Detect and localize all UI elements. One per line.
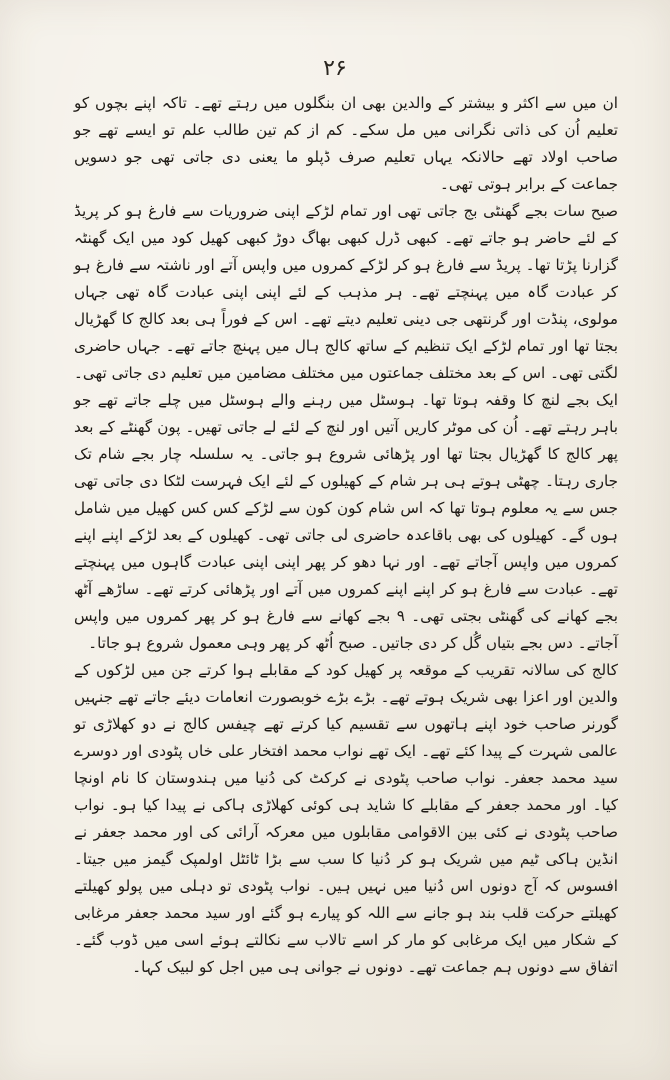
paragraph-2: صبح سات بجے گھنٹی بج جاتی تھی اور تمام لڑکے اپنی ضروریات سے فارغ ہو کر پریڈ کے لئے حاضر ہو جاتے تھے۔ کبھی ڈرل کبھی بھاگ دوڑ کبھی کھیل کود میں ایک گھنٹہ گزارنا پڑتا تھا۔ پریڈ سے فارغ ہو کر لڑکے کمروں میں واپس آتے اور ناشتہ سے فارغ ہو کر عبادت گاہ میں پہنچتے تھے۔ ہر مذہب کے لئے اپنی اپنی عبادت گاہ تھی جہاں مولوی، پنڈت اور گرنتھی جی دینی تعلیم دیتے تھے۔ اس کے فوراً ہی بعد کالج کا گھڑیال بجتا تھا اور تمام لڑکے ایک تنظیم کے ساتھ کالج ہال میں پہنچ جاتے تھے۔ جہاں حاضری لگتی تھی۔ اس کے بعد مختلف جماعتوں میں مختلف مضامین میں تعلیم دی جاتی تھی۔ ایک بجے لنچ کا وقفہ ہوتا تھا۔ ہوسٹل میں رہنے والے ہوسٹل میں چلے جاتے تھے جو باہر رہتے تھے۔ اُن کی موٹر کاریں آتیں اور لنچ کے لئے لے جاتی تھیں۔ پون گھنٹے کے بعد پھر کالج کا گھڑیال بجتا تھا اور پڑھائی شروع ہو جاتی۔ یہ سلسلہ چار بجے شام تک جاری رہتا۔ چھٹی ہوتے ہی ہر شام کے کھیلوں کے لئے ایک فہرست لٹکا دی جاتی تھی جس سے یہ معلوم ہوتا تھا کہ اس شام کون کون سے لڑکے کس کس کھیل میں شامل ہوں گے۔ کھیلوں کی بھی باقاعدہ حاضری لی جاتی تھی۔ کھیلوں کے بعد لڑکے اپنے اپنے کمروں میں واپس آجاتے تھے۔ اور نہا دھو کر پھر اپنی اپنی عبادت گاہوں میں پہنچتے تھے۔ عبادت سے فارغ ہو کر اپنے اپنے کمروں میں آتے اور پڑھائی کرتے تھے۔ ساڑھے آٹھ بجے کھانے کی گھنٹی بجتی تھی۔ ۹ بجے کھانے سے فارغ ہو کر پھر کمروں میں واپس آجاتے۔ دس بجے بتیاں گُل کر دی جاتیں۔ صبح اُٹھ کر پھر وہی معمول شروع ہو جاتا۔ bbox=[74, 202, 618, 652]
paragraph-1: ان میں سے اکثر و بیشتر کے والدین بھی ان بنگلوں میں رہتے تھے۔ تاکہ اپنے بچوں کو تعلیم اُن کی ذاتی نگرانی میں مل سکے۔ کم از کم تین طالب علم تو ایسے تھے جو صاحب اولاد تھے حالانکہ یہاں تعلیم صرف ڈپلو ما یعنی دی جاتی تھی جو دسویں جماعت کے برابر ہوتی تھی۔ bbox=[74, 94, 618, 193]
body-text bbox=[74, 90, 618, 981]
page-number: ۲۶ bbox=[323, 56, 347, 81]
paragraph-3: کالج کی سالانہ تقریب کے موقعہ پر کھیل کود کے مقابلے ہوا کرتے جن میں لڑکوں کے والدین اور اعزا بھی شریک ہوتے تھے۔ بڑے بڑے خوبصورت انعامات دیئے جاتے تھے جنہیں گورنر صاحب خود اپنے ہاتھوں سے تقسیم کیا کرتے تھے چیفس کالج نے دو کھلاڑی تو عالمی شہرت کے پیدا کئے تھے۔ ایک تھے نواب محمد افتخار علی خاں پٹودی اور دوسرے سید محمد جعفر۔ نواب صاحب پٹودی نے کرکٹ کی دُنیا میں ہندوستان کا نام اونچا کیا۔ اور محمد جعفر کے مقابلے کا شاید ہی کوئی کھلاڑی ہاکی نے پیدا کیا ہو۔ نواب صاحب پٹودی نے کئی بین الاقوامی مقابلوں میں معرکہ آرائی کی اور محمد جعفر نے انڈین ہاکی ٹیم میں شریک ہو کر دُنیا کا سب سے بڑا ٹائٹل اولمپک گیمز میں جیتا۔ افسوس کہ آج دونوں اس دُنیا میں نہیں ہیں۔ نواب پٹودی تو دہلی میں پولو کھیلتے کھیلتے حرکت قلب بند ہو جانے سے اللہ کو پیارے ہو گئے اور سید محمد جعفر مرغابی کے شکار میں ایک مرغابی کو مار کر اسے تالاب سے نکالتے ہوئے اسی میں ڈوب گئے۔ اتفاق سے دونوں ہم جماعت تھے۔ دونوں نے جوانی ہی میں اجل کو لبیک کہا۔ bbox=[74, 661, 618, 976]
